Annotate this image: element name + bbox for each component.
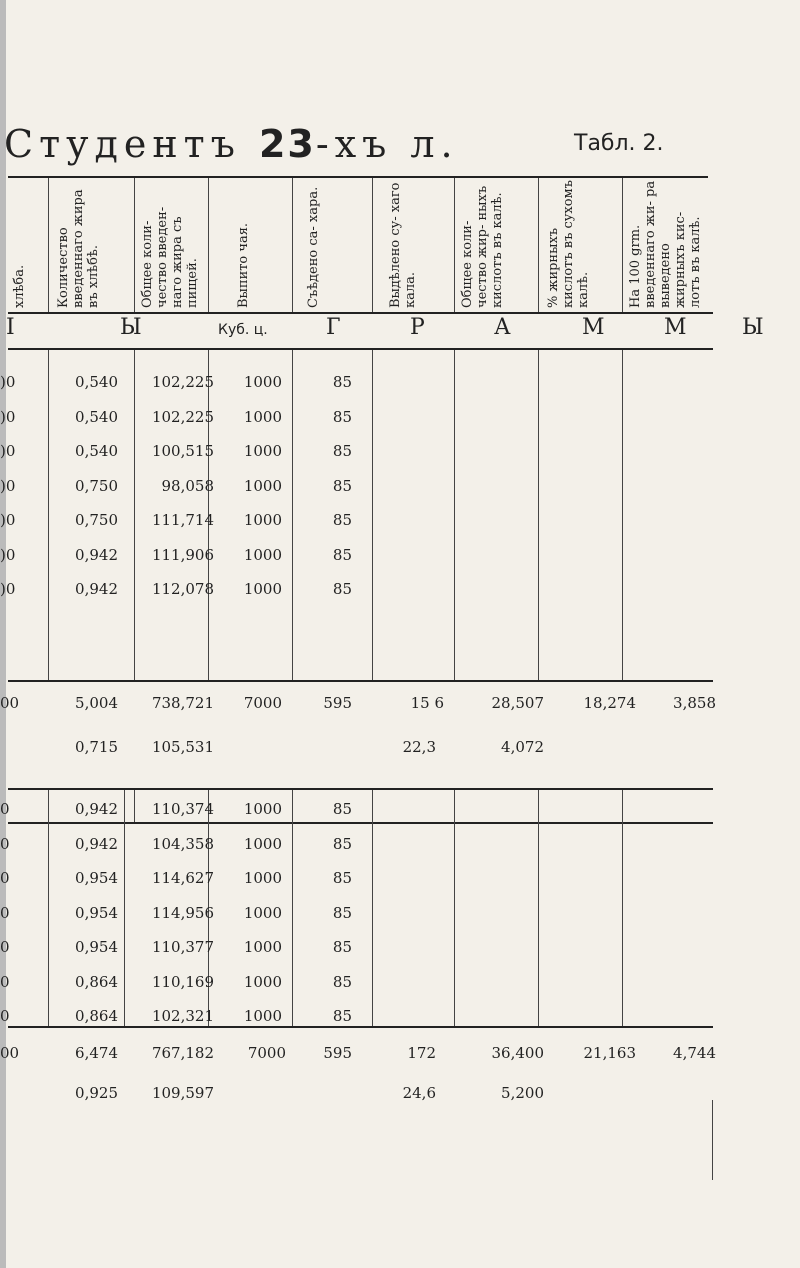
col-divider (292, 350, 293, 680)
col-divider (454, 790, 455, 1026)
col-divider (622, 790, 623, 1026)
row-stub: )0 (0, 407, 16, 426)
right-edge-line (712, 1100, 713, 1180)
col-divider (622, 350, 623, 680)
total-cell: 767,182 (151, 1044, 214, 1062)
row-stub: 0 (0, 938, 10, 956)
data-cell: 110,374 (151, 800, 214, 818)
data-cell: 111,906 (151, 545, 214, 564)
unit-8: М (664, 315, 687, 340)
row-stub: 0 (0, 903, 10, 922)
table-top-rule (8, 176, 708, 178)
data-cell: 85 (332, 1007, 352, 1025)
header-col-9: На 100 grm. введеннаго жи- ра выведено жирныхъ кис- лотъ въ калѣ. (628, 180, 703, 308)
data-cell: 100,515 (151, 442, 214, 460)
data-cell: 85 (332, 972, 352, 991)
col-divider (134, 790, 135, 822)
data-cell: 1000 (243, 938, 282, 956)
col-divider (372, 178, 373, 312)
total-cell: 7000 (247, 1044, 286, 1062)
col-divider (134, 350, 135, 680)
data-cell: 0,540 (75, 373, 118, 391)
block2-bottom-rule (8, 1026, 713, 1028)
data-cell: 0,750 (75, 476, 118, 495)
data-cell: 0,750 (75, 511, 118, 529)
data-cell: 0,864 (75, 972, 118, 991)
total-cell: 21,163 (583, 1044, 636, 1062)
data-cell: 0,942 (75, 834, 118, 853)
total-cell: 5,004 (75, 694, 118, 712)
data-cell: 110,169 (151, 972, 214, 991)
data-cell: 1000 (243, 972, 282, 991)
block2-start-rule (8, 788, 713, 790)
block2-sum-rule (8, 822, 713, 824)
unit-6: А (494, 315, 511, 340)
data-cell: 111,714 (151, 511, 214, 529)
col-divider (454, 178, 455, 312)
row-stub: )0 (0, 511, 16, 529)
data-cell: 0,942 (75, 580, 118, 598)
col-divider (48, 350, 49, 680)
data-cell: 1000 (243, 373, 282, 391)
data-cell: 85 (332, 834, 352, 853)
row-stub: 0 (0, 800, 10, 818)
data-cell: 0,942 (75, 800, 118, 818)
data-cell: 85 (332, 869, 352, 887)
total-cell: 18,274 (583, 694, 636, 712)
data-cell: 85 (332, 511, 352, 529)
block1-total-stub: 00 (0, 694, 20, 712)
data-cell: 85 (332, 407, 352, 426)
row-stub: 0 (0, 869, 10, 887)
header-col-8: % жирныхъ кислотъ въ сухомъ калѣ. (546, 180, 591, 308)
data-cell: 102,321 (151, 1007, 214, 1025)
header-col-3: Общее коли- чество введен- наго жира съ пищей. (140, 206, 200, 308)
col-divider (622, 178, 623, 312)
row-stub: )0 (0, 373, 16, 391)
data-cell: 0,954 (75, 869, 118, 887)
block2-total-stub: 00 (0, 1044, 20, 1062)
page-binding-edge (0, 0, 6, 1268)
data-cell: 114,956 (151, 903, 214, 922)
table-label: Табл. 2. (574, 131, 664, 156)
col-divider (48, 790, 49, 1026)
total-cell: 738,721 (151, 694, 214, 712)
units-rule (8, 348, 713, 350)
row-stub: )0 (0, 580, 16, 598)
mean-cell: 0,715 (75, 738, 118, 756)
data-cell: 0,540 (75, 442, 118, 460)
data-cell: 85 (332, 800, 352, 818)
row-stub: 0 (0, 1007, 10, 1025)
block1-sum-rule (8, 680, 713, 682)
total-cell: 595 (323, 694, 352, 712)
data-cell: 0,942 (75, 545, 118, 564)
total-cell: 3,858 (673, 694, 716, 712)
col-divider (372, 350, 373, 680)
col-divider (134, 178, 135, 312)
unit-4: Г (326, 315, 341, 340)
mean-cell: 24,6 (402, 1084, 436, 1102)
data-cell: 0,954 (75, 903, 118, 922)
row-stub: )0 (0, 442, 16, 460)
data-cell: 98,058 (161, 476, 214, 495)
row-stub: )0 (0, 545, 16, 564)
data-cell: 0,954 (75, 938, 118, 956)
page-title: Студентъ 23-хъ л. (4, 122, 459, 166)
total-cell: 6,474 (75, 1044, 118, 1062)
col-divider (292, 790, 293, 1026)
header-col-5: Съѣдено са- хара. (306, 186, 321, 308)
mean-cell: 22,3 (402, 738, 436, 756)
mean-cell: 4,072 (501, 738, 544, 756)
header-col-6: Выдѣлено су- хаго кала. (388, 182, 418, 308)
row-stub: 0 (0, 972, 10, 991)
data-cell: 85 (332, 545, 352, 564)
data-cell: 85 (332, 476, 352, 495)
data-cell: 0,864 (75, 1007, 118, 1025)
col-divider (48, 178, 49, 312)
unit-2: Ы (120, 315, 142, 340)
data-cell: 1000 (243, 834, 282, 853)
total-cell: 172 (407, 1044, 436, 1062)
data-cell: 1000 (243, 511, 282, 529)
unit-5: Р (410, 315, 425, 340)
data-cell: 85 (332, 580, 352, 598)
col-divider (208, 178, 209, 312)
data-cell: 1000 (243, 869, 282, 887)
data-cell: 1000 (243, 407, 282, 426)
total-cell: 4,744 (673, 1044, 716, 1062)
total-cell: 595 (323, 1044, 352, 1062)
data-cell: 85 (332, 373, 352, 391)
data-cell: 1000 (243, 545, 282, 564)
data-cell: 1000 (243, 903, 282, 922)
data-cell: 102,225 (151, 407, 214, 426)
header-col-4: Выпито чая. (236, 222, 251, 308)
header-rule (8, 312, 713, 314)
total-cell: 7000 (243, 694, 282, 712)
col-divider (538, 350, 539, 680)
col-divider (372, 790, 373, 1026)
unit-9: Ы (742, 315, 764, 340)
total-cell: 28,507 (491, 694, 544, 712)
data-cell: 85 (332, 938, 352, 956)
data-cell: 1000 (243, 1007, 282, 1025)
header-col-2: Количество введеннаго жира въ хлѣбѣ. (56, 189, 101, 308)
header-col-1: хлѣба. (12, 264, 27, 308)
data-cell: 1000 (243, 800, 282, 818)
mean-cell: 0,925 (75, 1084, 118, 1102)
data-cell: 110,377 (151, 938, 214, 956)
unit-7: М (582, 315, 605, 340)
col-divider (454, 350, 455, 680)
mean-cell: 105,531 (151, 738, 214, 756)
header-col-7: Общее коли- чество жир- ныхъ кислотъ въ калѣ. (460, 185, 505, 308)
col-divider (124, 790, 125, 1026)
total-cell: 15 6 (410, 694, 444, 712)
col-divider (538, 178, 539, 312)
data-cell: 114,627 (151, 869, 214, 887)
data-cell: 104,358 (151, 834, 214, 853)
data-cell: 0,540 (75, 407, 118, 426)
data-cell: 1000 (243, 442, 282, 460)
row-stub: )0 (0, 476, 16, 495)
mean-cell: 5,200 (501, 1084, 544, 1102)
col-divider (292, 178, 293, 312)
row-stub: 0 (0, 834, 10, 853)
data-cell: 102,225 (151, 373, 214, 391)
data-cell: 1000 (243, 580, 282, 598)
data-cell: 85 (332, 442, 352, 460)
data-cell: 85 (332, 903, 352, 922)
mean-cell: 109,597 (151, 1084, 214, 1102)
unit-3: Куб. ц. (218, 322, 268, 338)
data-cell: 112,078 (151, 580, 214, 598)
total-cell: 36,400 (491, 1044, 544, 1062)
data-cell: 1000 (243, 476, 282, 495)
unit-1: I (6, 315, 15, 340)
col-divider (538, 790, 539, 1026)
